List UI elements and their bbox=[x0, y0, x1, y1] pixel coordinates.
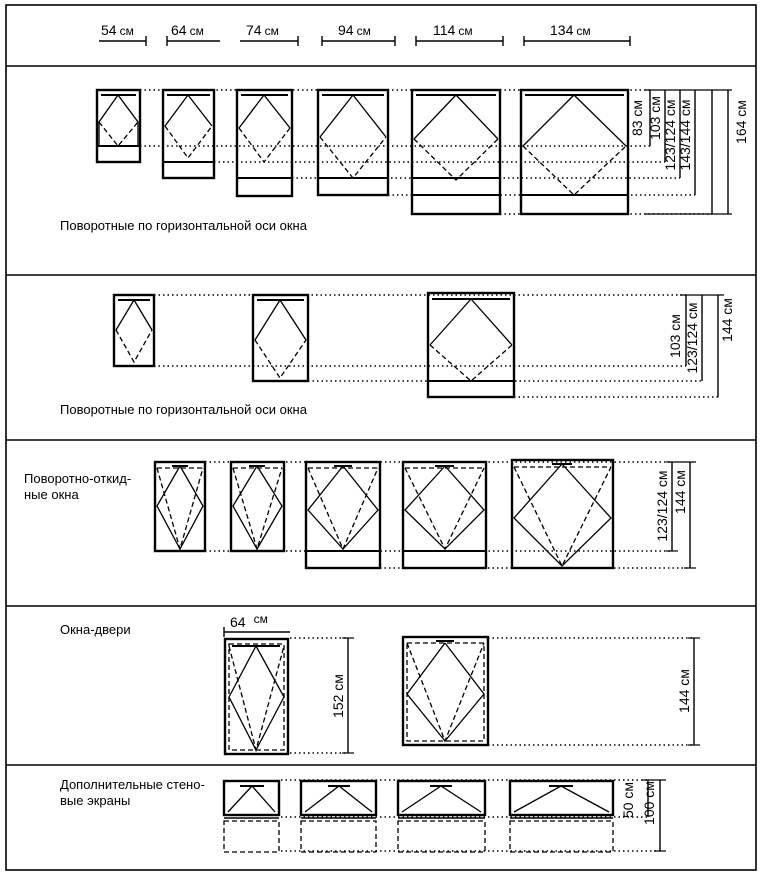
section-title: Поворотные по горизонтальной оси окна bbox=[60, 402, 307, 417]
svg-text:114см: 114 см bbox=[433, 22, 473, 38]
window-64-tilt-turn bbox=[231, 462, 284, 551]
dim-83: 83 см bbox=[629, 99, 645, 137]
dim-164: 164 см bbox=[733, 100, 749, 144]
width-label-64 bbox=[224, 612, 290, 637]
svg-text:94см: 94 см bbox=[338, 22, 371, 38]
width-label-94 bbox=[322, 22, 395, 46]
window-54-pivot bbox=[114, 295, 154, 366]
window-54-tilt-turn bbox=[155, 462, 205, 551]
dim-123-124: 123/124 см bbox=[662, 99, 678, 171]
width-label-64 bbox=[167, 22, 220, 46]
svg-text:74см: 74 см bbox=[246, 22, 279, 38]
window-114-tilt-turn bbox=[512, 460, 613, 568]
width-label-134 bbox=[524, 22, 630, 46]
dim-100: 100 см bbox=[641, 781, 657, 825]
section-tilt-turn bbox=[24, 460, 696, 568]
section-wall-screens bbox=[60, 777, 666, 852]
section-title-line-2: вые экраны bbox=[60, 793, 131, 808]
window-74-tilt-turn bbox=[306, 462, 380, 568]
door-window-64 bbox=[225, 639, 288, 754]
window-74-pivot bbox=[237, 90, 292, 196]
window-114-pivot bbox=[428, 293, 514, 397]
section-window-doors bbox=[60, 612, 700, 754]
svg-text:54см: 54 см bbox=[101, 22, 134, 38]
svg-text:64см: 64 см bbox=[230, 612, 268, 630]
width-label-114 bbox=[416, 22, 503, 46]
window-134-pivot bbox=[521, 90, 628, 214]
svg-text:64см: 64 см bbox=[171, 22, 204, 38]
window-54-pivot bbox=[97, 90, 140, 162]
door-window-94 bbox=[403, 637, 488, 745]
svg-text:134см: 134 см bbox=[550, 22, 591, 38]
dim-144: 144 см bbox=[676, 669, 692, 713]
dim-143-144: 143/144 см bbox=[677, 99, 693, 171]
window-94-pivot bbox=[318, 90, 388, 195]
window-74-pivot bbox=[253, 295, 308, 381]
window-64-pivot bbox=[163, 90, 214, 178]
dim-103: 103 см bbox=[667, 314, 683, 358]
wall-screen-64 bbox=[224, 781, 279, 852]
dim-103: 103 см bbox=[647, 96, 663, 140]
dim-152: 152 см bbox=[330, 674, 346, 718]
width-label-54 bbox=[99, 22, 146, 46]
dim-144: 144 см bbox=[719, 298, 735, 342]
dim-123-124: 123/124 см bbox=[684, 302, 700, 374]
dim-144: 144 см bbox=[672, 470, 688, 514]
section-title-line-1: Поворотно-откид- bbox=[24, 471, 132, 486]
dim-50: 50 см bbox=[620, 781, 636, 819]
section-horizontal-pivot-2 bbox=[60, 293, 735, 417]
dim-123-124: 123/124 см bbox=[654, 470, 670, 542]
width-label-74 bbox=[240, 22, 298, 46]
section-horizontal-pivot-1 bbox=[60, 90, 749, 233]
window-94-tilt-turn bbox=[403, 462, 486, 568]
width-scale bbox=[99, 22, 630, 46]
wall-screen-74 bbox=[301, 781, 376, 852]
section-title: Поворотные по горизонтальной оси окна bbox=[60, 218, 307, 233]
section-title-line-1: Дополнительные стено- bbox=[60, 777, 205, 792]
wall-screen-94 bbox=[398, 781, 485, 852]
section-title-line-2: ные окна bbox=[24, 487, 79, 502]
window-114-pivot bbox=[412, 90, 500, 214]
section-title: Окна-двери bbox=[60, 622, 131, 637]
